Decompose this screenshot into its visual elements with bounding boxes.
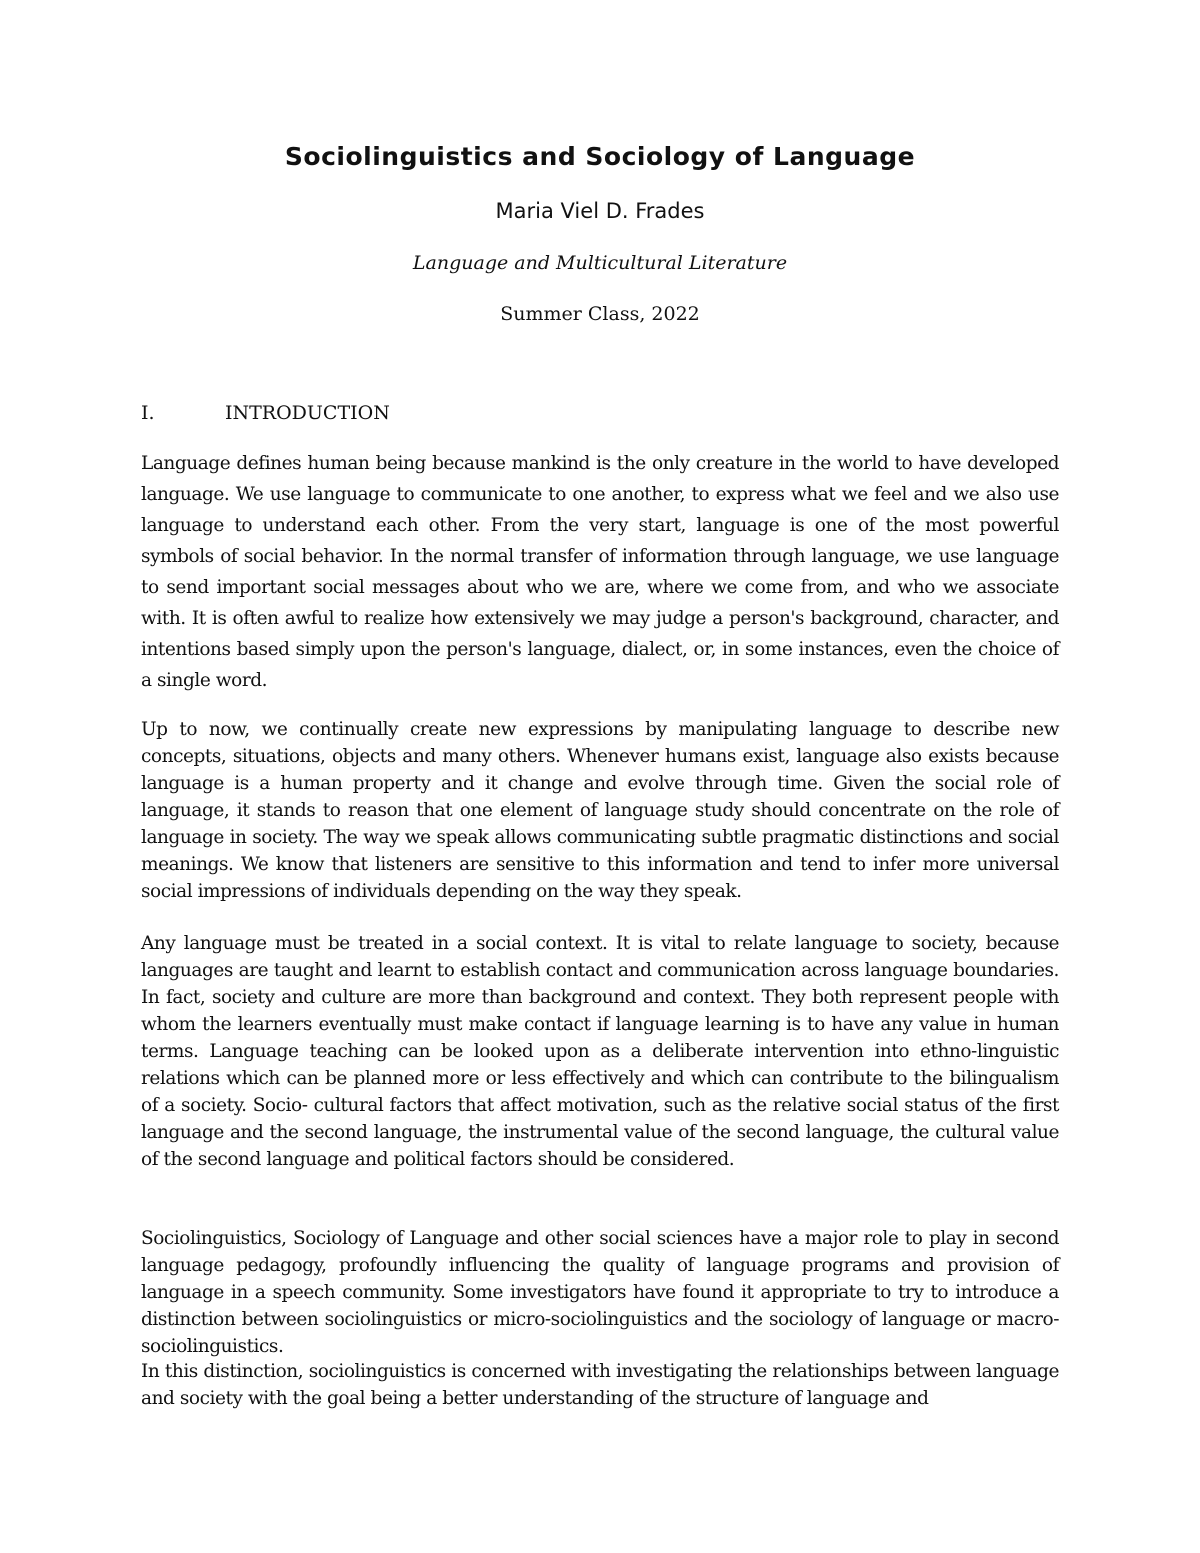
paragraph: Sociolinguistics, Sociology of Language and other social sciences have a major role to play in second language pedagogy, profoundly influencing the quality of language programs and provision of language in a speech community. Some investigators have found it appropriate to try to introduce a distinction between sociolinguistics or micro-sociolinguistics and the sociology of language or macro-sociolinguistics.	[141, 1228, 1059, 1357]
document-course: Language and Multicultural Literature	[412, 252, 788, 274]
paragraph: Language defines human being because mankind is the only creature in the world to have developed language. We use language to communicate to one another, to express what we feel and we also use language to understand each other. From the very start, language is one of the most powerful symbols of social behavior. In the normal transfer of information through language, we use language to send important social messages about who we are, where we come from, and who we associate with. It is often awful to realize how extensively we may judge a person's background, character, and intentions based simply upon the person's language, dialect, or, in some instances, even the choice of a single word.	[141, 453, 1059, 691]
document-title: Sociolinguistics and Sociology of Language	[284, 142, 916, 171]
section-number: I.	[141, 402, 155, 424]
section-title: INTRODUCTION	[225, 402, 390, 424]
paragraph: Any language must be treated in a social context. It is vital to relate language to society, because languages are taught and learnt to establish contact and communication across language boundaries. In fact, society and culture are more than background and context. They both represent people with whom the learners eventually must make contact if language learning is to have any value in human terms. Language teaching can be looked upon as a deliberate intervention into ethno-linguistic relations which can be planned more or less effectively and which can contribute to the bilingualism of a society. Socio- cultural factors that affect motivation, such as the relative social status of the first language and the second language, the instrumental value of the second language, the cultural value of the second language and political factors should be considered.	[141, 933, 1059, 1170]
document-author: Maria Viel D. Frades	[495, 199, 705, 223]
section-heading	[141, 402, 390, 424]
document-term: Summer Class, 2022	[500, 303, 700, 325]
paragraph: In this distinction, sociolinguistics is concerned with investigating the relationships between language and society with the goal being a better understanding of the structure of language and	[141, 1361, 1059, 1409]
paragraph: Up to now, we continually create new expressions by manipulating language to describe new concepts, situations, objects and many others. Whenever humans exist, language also exists because language is a human property and it change and evolve through time. Given the social role of language, it stands to reason that one element of language study should concentrate on the role of language in society. The way we speak allows communicating subtle pragmatic distinctions and social meanings. We know that listeners are sensitive to this information and tend to infer more universal social impressions of individuals depending on the way they speak.	[141, 719, 1059, 902]
